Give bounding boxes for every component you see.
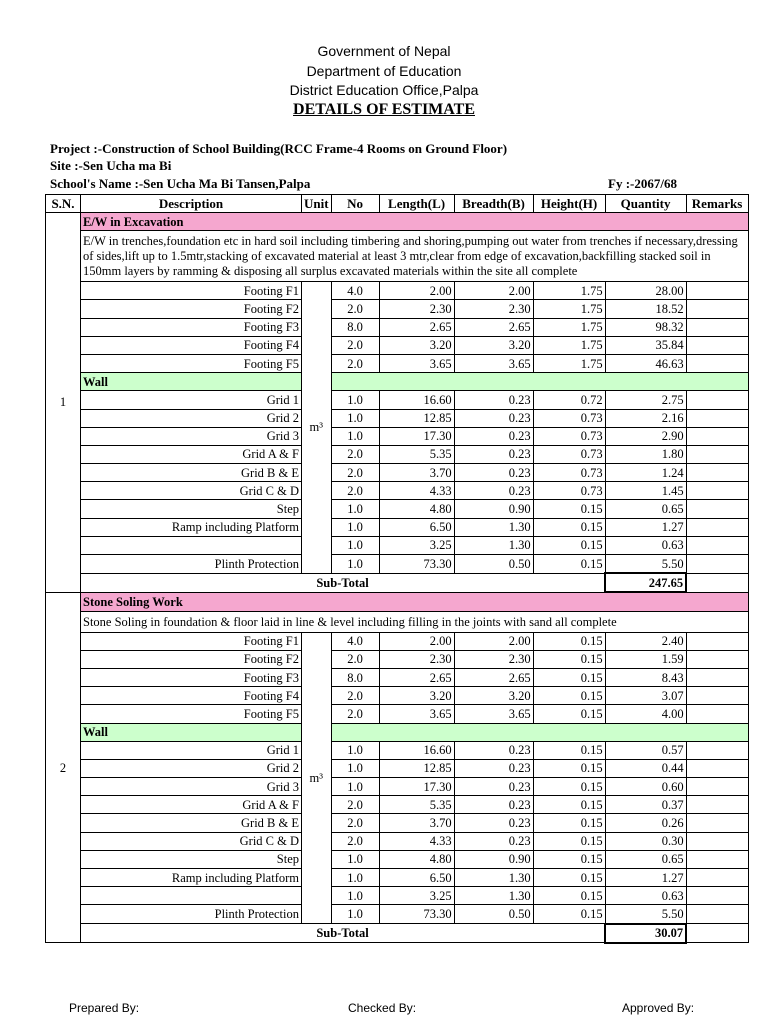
item-length: 12.85	[379, 409, 454, 427]
item-height: 1.75	[533, 318, 605, 336]
item-quantity: 0.65	[605, 500, 686, 518]
subtotal-remarks	[686, 573, 748, 592]
item-remarks	[686, 427, 748, 445]
item-description: Footing F3	[81, 318, 302, 336]
item-no: 2.0	[331, 705, 379, 723]
item-length: 4.33	[379, 832, 454, 850]
item-height: 0.15	[533, 518, 605, 536]
item-breadth: 0.90	[454, 500, 533, 518]
item-no: 2.0	[331, 814, 379, 832]
item-length: 3.25	[379, 536, 454, 554]
header-government: Government of Nepal	[317, 43, 451, 59]
item-description: Grid C & D	[81, 482, 302, 500]
item-length: 17.30	[379, 427, 454, 445]
table-row	[46, 741, 749, 759]
item-no: 1.0	[331, 741, 379, 759]
item-length: 3.25	[379, 887, 454, 905]
approved-by: Approved By:	[622, 1001, 695, 1015]
item-no: 1.0	[331, 409, 379, 427]
item-remarks	[686, 282, 748, 300]
item-remarks	[686, 354, 748, 372]
item-remarks	[686, 687, 748, 705]
wall-heading-fill	[331, 723, 748, 741]
item-length: 3.65	[379, 354, 454, 372]
item-breadth: 2.30	[454, 650, 533, 668]
item-length: 3.20	[379, 336, 454, 354]
col-sn: S.N.	[46, 195, 81, 213]
item-no: 1.0	[331, 887, 379, 905]
item-length: 4.80	[379, 850, 454, 868]
item-no: 1.0	[331, 518, 379, 536]
item-breadth: 0.50	[454, 905, 533, 924]
project-line: Project :-Construction of School Building(RCC Frame-4 Rooms on Ground Floor)	[50, 141, 508, 156]
section-description-row	[46, 611, 749, 632]
item-quantity: 0.63	[605, 887, 686, 905]
item-description: Footing F5	[81, 705, 302, 723]
item-breadth: 0.23	[454, 427, 533, 445]
checked-by: Checked By:	[348, 1001, 417, 1015]
item-no: 1.0	[331, 427, 379, 445]
item-breadth: 1.30	[454, 536, 533, 554]
table-row	[46, 282, 749, 300]
item-description: Grid B & E	[81, 814, 302, 832]
table-row	[46, 814, 749, 832]
item-remarks	[686, 650, 748, 668]
item-no: 2.0	[331, 464, 379, 482]
item-height: 0.15	[533, 500, 605, 518]
item-description: Grid 3	[81, 427, 302, 445]
item-height: 1.75	[533, 300, 605, 318]
section-heading-row	[46, 213, 749, 231]
subtotal-remarks	[686, 924, 748, 943]
item-length: 73.30	[379, 555, 454, 574]
unit-cell: m³	[302, 282, 332, 574]
item-breadth: 2.65	[454, 318, 533, 336]
item-remarks	[686, 464, 748, 482]
item-no: 1.0	[331, 905, 379, 924]
school-line: School's Name :-Sen Ucha Ma Bi Tansen,Palpa	[50, 176, 311, 191]
item-breadth: 0.23	[454, 409, 533, 427]
item-quantity: 0.60	[605, 778, 686, 796]
item-quantity: 5.50	[605, 555, 686, 574]
table-row	[46, 905, 749, 924]
estimate-table	[45, 194, 749, 944]
item-description: Footing F1	[81, 282, 302, 300]
item-length: 2.65	[379, 668, 454, 686]
item-height: 0.15	[533, 650, 605, 668]
item-description: Ramp including Platform	[81, 869, 302, 887]
item-length: 2.00	[379, 632, 454, 650]
item-description: Step	[81, 500, 302, 518]
item-remarks	[686, 518, 748, 536]
table-row	[46, 354, 749, 372]
site-line: Site :-Sen Ucha ma Bi	[50, 158, 172, 173]
item-quantity: 28.00	[605, 282, 686, 300]
section-description-row	[46, 231, 749, 282]
item-no: 2.0	[331, 445, 379, 463]
item-height: 0.15	[533, 778, 605, 796]
col-length: Length(L)	[379, 195, 454, 213]
table-row	[46, 518, 749, 536]
item-breadth: 3.20	[454, 336, 533, 354]
item-no: 1.0	[331, 391, 379, 409]
item-remarks	[686, 778, 748, 796]
item-remarks	[686, 536, 748, 554]
item-quantity: 1.80	[605, 445, 686, 463]
item-remarks	[686, 336, 748, 354]
item-length: 2.30	[379, 650, 454, 668]
item-height: 0.15	[533, 887, 605, 905]
item-remarks	[686, 300, 748, 318]
item-remarks	[686, 482, 748, 500]
item-quantity: 18.52	[605, 300, 686, 318]
item-breadth: 2.00	[454, 282, 533, 300]
item-quantity: 46.63	[605, 354, 686, 372]
item-remarks	[686, 705, 748, 723]
item-quantity: 1.27	[605, 518, 686, 536]
item-breadth: 3.65	[454, 354, 533, 372]
subtotal-value: 30.07	[605, 924, 686, 943]
item-quantity: 3.07	[605, 687, 686, 705]
item-height: 0.73	[533, 427, 605, 445]
section-heading: Stone Soling Work	[81, 592, 749, 611]
item-no: 2.0	[331, 300, 379, 318]
wall-heading: Wall	[81, 373, 302, 391]
table-row	[46, 300, 749, 318]
item-description	[81, 536, 302, 554]
item-no: 2.0	[331, 796, 379, 814]
col-unit: Unit	[302, 195, 332, 213]
item-breadth: 2.30	[454, 300, 533, 318]
item-length: 4.33	[379, 482, 454, 500]
item-breadth: 0.90	[454, 850, 533, 868]
col-breadth: Breadth(B)	[454, 195, 533, 213]
item-remarks	[686, 869, 748, 887]
item-length: 4.80	[379, 500, 454, 518]
item-quantity: 0.44	[605, 759, 686, 777]
item-no: 2.0	[331, 687, 379, 705]
item-length: 6.50	[379, 869, 454, 887]
item-height: 0.15	[533, 814, 605, 832]
item-length: 5.35	[379, 445, 454, 463]
item-height: 0.15	[533, 741, 605, 759]
item-quantity: 1.27	[605, 869, 686, 887]
table-row	[46, 705, 749, 723]
item-breadth: 0.23	[454, 741, 533, 759]
item-breadth: 0.23	[454, 391, 533, 409]
table-row	[46, 650, 749, 668]
item-breadth: 2.65	[454, 668, 533, 686]
item-description: Grid 1	[81, 391, 302, 409]
item-length: 2.00	[379, 282, 454, 300]
item-no: 1.0	[331, 500, 379, 518]
item-description: Grid B & E	[81, 464, 302, 482]
item-height: 0.15	[533, 632, 605, 650]
item-breadth: 2.00	[454, 632, 533, 650]
col-height: Height(H)	[533, 195, 605, 213]
item-description: Footing F2	[81, 650, 302, 668]
item-no: 8.0	[331, 318, 379, 336]
item-height: 1.75	[533, 336, 605, 354]
item-breadth: 0.23	[454, 796, 533, 814]
item-no: 1.0	[331, 536, 379, 554]
table-row	[46, 409, 749, 427]
item-description: Footing F3	[81, 668, 302, 686]
item-length: 3.65	[379, 705, 454, 723]
wall-heading-fill	[331, 373, 748, 391]
item-breadth: 1.30	[454, 518, 533, 536]
item-breadth: 0.23	[454, 832, 533, 850]
subtotal-label: Sub-Total	[81, 573, 606, 592]
item-description: Plinth Protection	[81, 905, 302, 924]
item-remarks	[686, 850, 748, 868]
item-length: 16.60	[379, 391, 454, 409]
col-quantity: Quantity	[605, 195, 686, 213]
item-length: 2.30	[379, 300, 454, 318]
section-heading-row	[46, 592, 749, 611]
item-length: 12.85	[379, 759, 454, 777]
item-length: 2.65	[379, 318, 454, 336]
item-length: 6.50	[379, 518, 454, 536]
item-no: 1.0	[331, 759, 379, 777]
item-no: 1.0	[331, 850, 379, 868]
col-description: Description	[81, 195, 302, 213]
unit-cell: m³	[302, 632, 332, 924]
header-office: District Education Office,Palpa	[289, 82, 479, 98]
item-remarks	[686, 759, 748, 777]
section-description: E/W in trenches,foundation etc in hard soil including timbering and shoring,pumping out water from trenches if necessary,dressing of sides,lift up to 1.5mtr,stacking of excavated material at least 3 mtr,clear from edge of excavation,backfilling stacked soil in 150mm layers by ramming & disposing all surplus excavated materials within the site all complete	[81, 231, 749, 282]
item-quantity: 1.24	[605, 464, 686, 482]
fiscal-year: Fy :-2067/68	[608, 176, 677, 191]
item-quantity: 1.45	[605, 482, 686, 500]
item-no: 1.0	[331, 869, 379, 887]
item-breadth: 0.23	[454, 482, 533, 500]
table-row	[46, 687, 749, 705]
item-description: Plinth Protection	[81, 555, 302, 574]
item-quantity: 0.65	[605, 850, 686, 868]
table-row	[46, 536, 749, 554]
table-row	[46, 759, 749, 777]
serial-number: 1	[46, 213, 81, 593]
item-no: 2.0	[331, 832, 379, 850]
table-row	[46, 778, 749, 796]
item-height: 0.15	[533, 869, 605, 887]
wall-heading-row	[46, 373, 749, 391]
item-breadth: 1.30	[454, 887, 533, 905]
page-title: DETAILS OF ESTIMATE	[293, 101, 475, 118]
serial-number: 2	[46, 592, 81, 942]
table-row	[46, 427, 749, 445]
table-row	[46, 555, 749, 574]
item-height: 0.15	[533, 832, 605, 850]
item-height: 0.15	[533, 536, 605, 554]
item-description: Ramp including Platform	[81, 518, 302, 536]
item-breadth: 0.23	[454, 814, 533, 832]
item-remarks	[686, 409, 748, 427]
item-description: Footing F2	[81, 300, 302, 318]
item-remarks	[686, 905, 748, 924]
table-row	[46, 318, 749, 336]
item-quantity: 0.63	[605, 536, 686, 554]
item-height: 0.15	[533, 687, 605, 705]
item-breadth: 0.50	[454, 555, 533, 574]
item-remarks	[686, 632, 748, 650]
wall-heading-row	[46, 723, 749, 741]
item-quantity: 1.59	[605, 650, 686, 668]
item-quantity: 0.26	[605, 814, 686, 832]
item-length: 73.30	[379, 905, 454, 924]
table-row	[46, 445, 749, 463]
item-length: 3.20	[379, 687, 454, 705]
item-remarks	[686, 832, 748, 850]
item-quantity: 5.50	[605, 905, 686, 924]
item-remarks	[686, 668, 748, 686]
table-row	[46, 500, 749, 518]
table-row	[46, 391, 749, 409]
item-remarks	[686, 555, 748, 574]
table-row	[46, 796, 749, 814]
table-row	[46, 482, 749, 500]
item-no: 4.0	[331, 632, 379, 650]
item-quantity: 8.43	[605, 668, 686, 686]
item-quantity: 98.32	[605, 318, 686, 336]
item-quantity: 35.84	[605, 336, 686, 354]
item-remarks	[686, 391, 748, 409]
item-description: Step	[81, 850, 302, 868]
item-no: 4.0	[331, 282, 379, 300]
item-length: 5.35	[379, 796, 454, 814]
item-height: 0.72	[533, 391, 605, 409]
item-height: 0.15	[533, 705, 605, 723]
item-no: 8.0	[331, 668, 379, 686]
item-quantity: 4.00	[605, 705, 686, 723]
item-height: 0.73	[533, 445, 605, 463]
item-quantity: 0.30	[605, 832, 686, 850]
item-height: 0.15	[533, 555, 605, 574]
item-description: Footing F4	[81, 687, 302, 705]
item-length: 3.70	[379, 464, 454, 482]
table-row	[46, 832, 749, 850]
item-description: Grid 3	[81, 778, 302, 796]
item-remarks	[686, 887, 748, 905]
item-description	[81, 887, 302, 905]
item-height: 0.73	[533, 464, 605, 482]
item-breadth: 0.23	[454, 759, 533, 777]
item-remarks	[686, 445, 748, 463]
prepared-by: Prepared By:	[69, 1001, 140, 1015]
item-breadth: 3.65	[454, 705, 533, 723]
table-row	[46, 668, 749, 686]
item-no: 1.0	[331, 778, 379, 796]
item-description: Footing F1	[81, 632, 302, 650]
item-quantity: 2.16	[605, 409, 686, 427]
item-height: 1.75	[533, 282, 605, 300]
item-height: 0.73	[533, 409, 605, 427]
col-no: No	[331, 195, 379, 213]
item-description: Grid A & F	[81, 445, 302, 463]
table-row	[46, 632, 749, 650]
item-length: 17.30	[379, 778, 454, 796]
item-length: 3.70	[379, 814, 454, 832]
item-description: Footing F4	[81, 336, 302, 354]
item-no: 2.0	[331, 650, 379, 668]
item-height: 1.75	[533, 354, 605, 372]
item-height: 0.15	[533, 668, 605, 686]
item-remarks	[686, 796, 748, 814]
item-description: Grid 2	[81, 409, 302, 427]
item-remarks	[686, 741, 748, 759]
item-remarks	[686, 318, 748, 336]
item-height: 0.15	[533, 905, 605, 924]
subtotal-value: 247.65	[605, 573, 686, 592]
item-no: 2.0	[331, 336, 379, 354]
section-description: Stone Soling in foundation & floor laid in line & level including filling in the joints with sand all complete	[81, 611, 749, 632]
item-no: 2.0	[331, 482, 379, 500]
item-quantity: 2.75	[605, 391, 686, 409]
table-header-row	[46, 195, 749, 213]
table-row	[46, 887, 749, 905]
item-remarks	[686, 814, 748, 832]
section-heading: E/W in Excavation	[81, 213, 749, 231]
header-department: Department of Education	[306, 63, 462, 79]
item-description: Footing F5	[81, 354, 302, 372]
item-height: 0.73	[533, 482, 605, 500]
table-row	[46, 869, 749, 887]
table-row	[46, 464, 749, 482]
item-quantity: 0.57	[605, 741, 686, 759]
col-remarks: Remarks	[686, 195, 748, 213]
item-length: 16.60	[379, 741, 454, 759]
item-quantity: 0.37	[605, 796, 686, 814]
item-height: 0.15	[533, 759, 605, 777]
table-row	[46, 336, 749, 354]
item-remarks	[686, 500, 748, 518]
subtotal-row	[46, 924, 749, 943]
item-quantity: 2.40	[605, 632, 686, 650]
item-height: 0.15	[533, 796, 605, 814]
wall-heading: Wall	[81, 723, 302, 741]
item-breadth: 1.30	[454, 869, 533, 887]
item-no: 2.0	[331, 354, 379, 372]
item-description: Grid A & F	[81, 796, 302, 814]
subtotal-row	[46, 573, 749, 592]
subtotal-label: Sub-Total	[81, 924, 606, 943]
item-breadth: 0.23	[454, 464, 533, 482]
item-breadth: 3.20	[454, 687, 533, 705]
item-description: Grid 1	[81, 741, 302, 759]
item-breadth: 0.23	[454, 445, 533, 463]
item-quantity: 2.90	[605, 427, 686, 445]
table-row	[46, 850, 749, 868]
item-height: 0.15	[533, 850, 605, 868]
item-description: Grid C & D	[81, 832, 302, 850]
item-breadth: 0.23	[454, 778, 533, 796]
item-description: Grid 2	[81, 759, 302, 777]
item-no: 1.0	[331, 555, 379, 574]
